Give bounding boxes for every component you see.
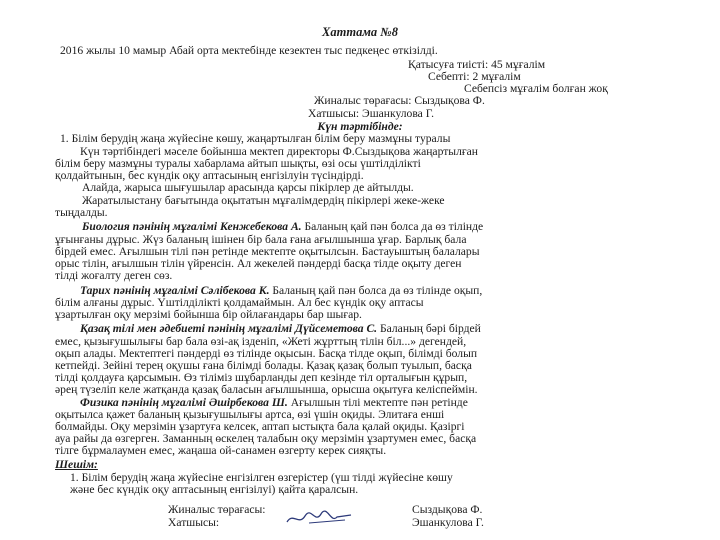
speaker-name: Қазақ тілі мен әдебиеті пәнінің мұғалімі Дүйсеметова С. bbox=[80, 322, 378, 335]
decision-heading: Шешім: bbox=[55, 458, 98, 471]
decision-item-1: 1. Білім берудің жаңа жүйесіне енгізілген өзгерістер (үш тілді жүйесіне көшу bbox=[70, 471, 453, 484]
sign-secretary-label: Хатшысы: bbox=[168, 516, 220, 529]
signature-icon bbox=[285, 508, 355, 528]
paragraph-line: Жаратылыстану бағытында оқытатын мұғалімдердің пікірлері жеке-жеке bbox=[82, 194, 445, 207]
paragraph-line: білім алғаны дұрыс. Үштілділікті қолдамаймын. Ал бес күндік оқу аптасы bbox=[55, 296, 424, 309]
protocol-title: Хаттама №8 bbox=[322, 25, 398, 39]
meeting-chair: Жиналыс төрағасы: Сыздықова Ф. bbox=[314, 94, 485, 107]
sign-chair-label: Жиналыс төрағасы: bbox=[168, 503, 266, 516]
meeting-intro: 2016 жылы 10 мамыр Абай орта мектебінде кезектен тыс педкеңес өткізілді. bbox=[60, 44, 438, 57]
paragraph-line: оқытылса қажет баланың қызығушылығы артса, өзі үшін оқиды. Элитаға енші bbox=[55, 408, 445, 421]
sign-secretary-name: Эшанкулова Г. bbox=[412, 516, 484, 529]
speaker-statement bbox=[80, 322, 481, 335]
paragraph-line: тілге бұрмалаумен емес, жаңаша ой-санамен өзгерту керек сияқты. bbox=[55, 444, 387, 457]
paragraph-line: тілді жоғалту деген сөз. bbox=[55, 269, 173, 282]
paragraph-line: емес, қызығушылығы бар бала өзі-ақ ізденіп, «Жеті жұрттың тілін біл...» дегендей, bbox=[55, 335, 467, 348]
paragraph-line: ұзартылған оқу мерзімі бойынша бір ойлағандары бар шығар. bbox=[55, 308, 362, 321]
speaker-statement bbox=[82, 220, 483, 233]
speaker-name: Тарих пәнінің мұғалімі Сәлібекова К. bbox=[80, 284, 270, 297]
paragraph-line: Алайда, жарыса шығушылар арасында қарсы пікірлер де айтылды. bbox=[82, 181, 414, 194]
paragraph-line: қолдайтынын, бес күндік оқу аптасының енгізілуін түсіндірді. bbox=[55, 169, 364, 182]
paragraph-line: білім беру мазмұны туралы хабарлама айтып шықты, өзі осы үштілділікті bbox=[55, 157, 421, 170]
present-count: Себепті: 2 мұғалім bbox=[428, 70, 521, 83]
meeting-secretary: Хатшысы: Эшанкулова Г. bbox=[308, 107, 434, 120]
paragraph-line: тыңдалды. bbox=[55, 206, 108, 219]
paragraph-line: ауа райы да өзгерген. Заманның өскелең талабын оқу мерзімін ұзартумен емес, басқа bbox=[55, 432, 477, 445]
sign-chair-name: Сыздықова Ф. bbox=[412, 503, 483, 516]
paragraph-line: оқып алады. Мектептегі пәндерді өз тілінде оқысын. Басқа тілде оқып, білімді болып bbox=[55, 347, 478, 360]
decision-item-1-cont: және бес күндік оқу аптасының енгізілуі) қайта қаралсын. bbox=[70, 483, 359, 496]
absent-note: Себепсіз мұғалім болған жоқ bbox=[464, 82, 608, 95]
paragraph-line: ұғынғаны дұрыс. Жүз баланың ішінен бір бала ғана ағылшынша ұғар. Барлық бала bbox=[55, 233, 467, 246]
paragraph-line: орыс тілін, ағылшын тілін үйренсін. Ал жекелей пәндерді басқа тілде оқыту деген bbox=[55, 257, 462, 270]
statement-text: Ағылшын тілі мектепте пән ретінде bbox=[287, 396, 468, 409]
paragraph-line: тілді қолдауға қарсымын. Өз тіліміз шұбарланды деп кезінде тіл орталығын құрып, bbox=[55, 371, 468, 384]
paragraph-line: кетпейді. Зейіні терең оқушы ғана білімді болады. Қазақ қазақ болып туылып, басқа bbox=[55, 359, 472, 372]
agenda-item-1: 1. Білім берудің жаңа жүйесіне көшу, жаңартылған білім беру мазмұны туралы bbox=[60, 132, 451, 145]
paragraph-line: әрең түзеліп келе жатқанда қазақ баласын ағылшынша, орысша оқытуға келіспеймін. bbox=[55, 383, 478, 396]
paragraph-line: Күн тәртібіндегі мәселе бойынша мектеп директоры Ф.Сыздықова жаңартылған bbox=[80, 145, 478, 158]
speaker-name: Биология пәнінің мұғалімі Кенжебекова А. bbox=[82, 220, 302, 233]
paragraph-line: бірдей емес. Ағылшын тілі пән ретінде мектепте оқытылсын. Бастауыштың балалары bbox=[55, 245, 480, 258]
statement-text: Баланың бәрі бірдей bbox=[377, 322, 481, 335]
attendees-count: Қатысуға тиісті: 45 мұғалім bbox=[408, 58, 546, 71]
paragraph-line: болмайды. Оқу мерзімін ұзартуға келсек, аптап ыстықта бала қалай оқиды. Қазіргі bbox=[55, 420, 465, 433]
speaker-name: Физика пәнінің мұғалімі Әшірбекова Ш. bbox=[80, 396, 288, 409]
agenda-heading: Күн тәртібінде: bbox=[317, 120, 403, 133]
statement-text: Баланың қай пән болса да өз тілінде bbox=[301, 220, 484, 233]
statement-text: Баланың қай пән болса да өз тілінде оқып, bbox=[269, 284, 483, 297]
